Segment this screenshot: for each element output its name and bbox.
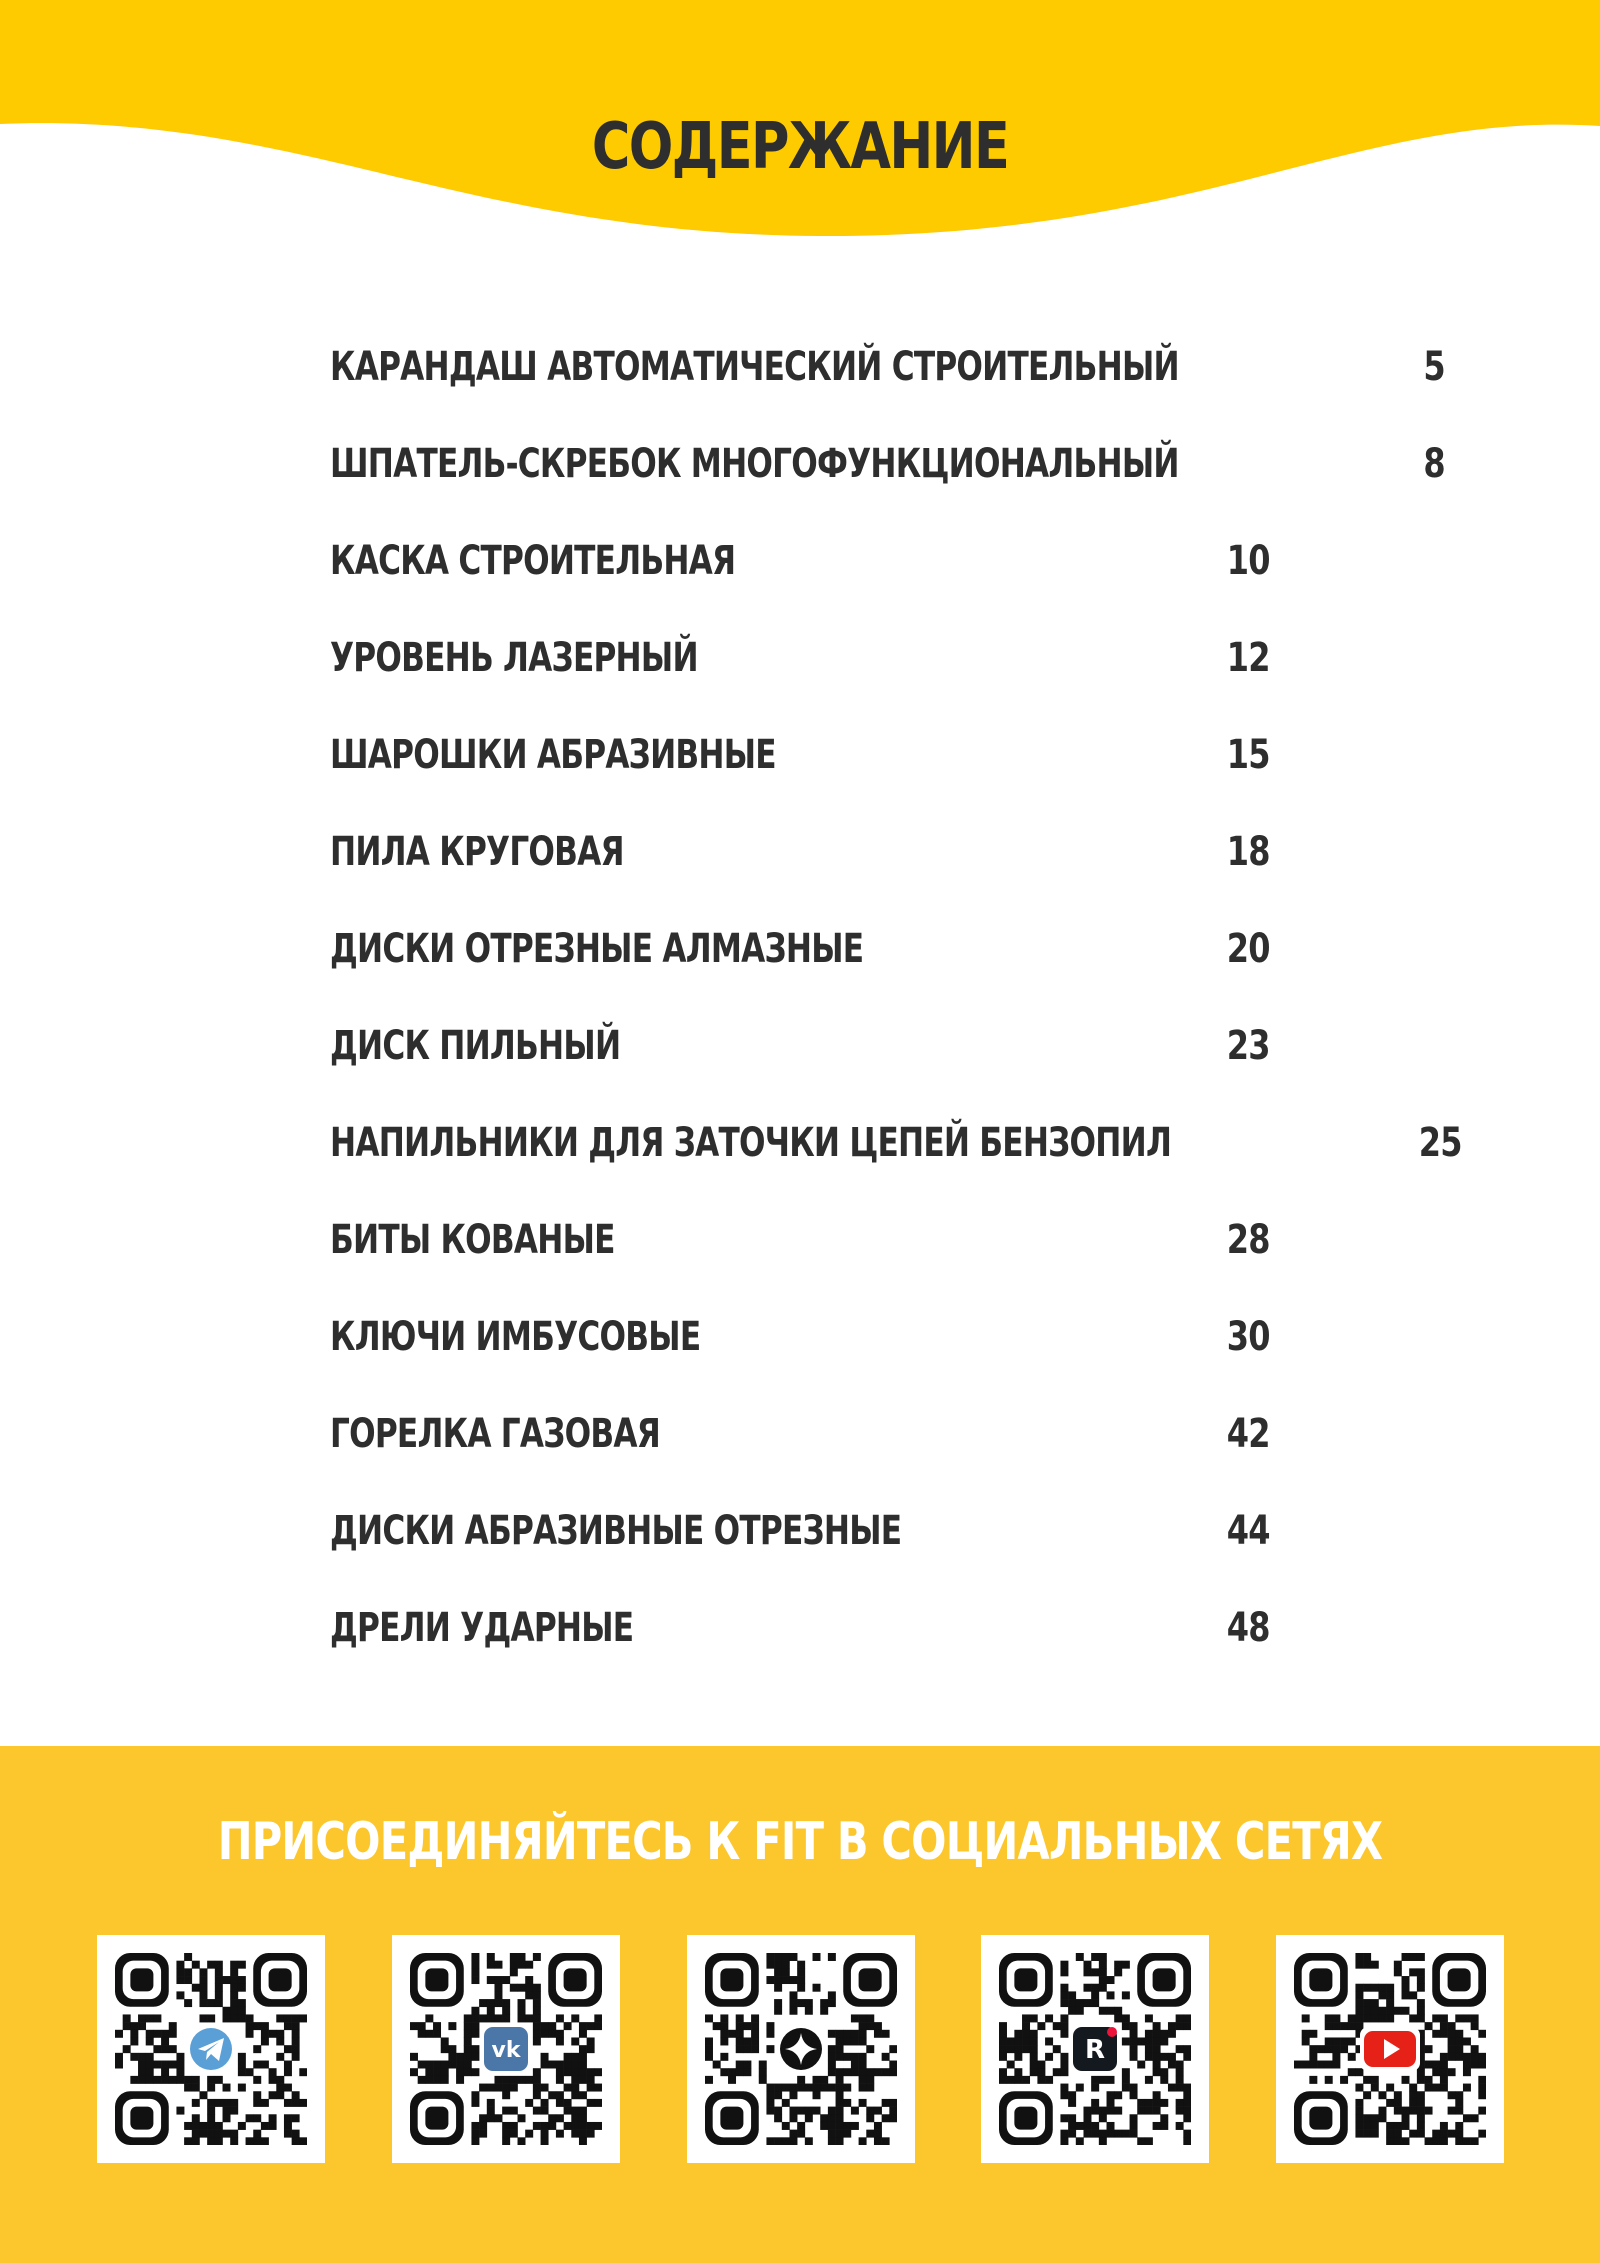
toc-entry-title: ПИЛА КРУГОВАЯ (330, 828, 624, 875)
toc-entry[interactable] (330, 900, 1270, 997)
toc-entry-title: КЛЮЧИ ИМБУСОВЫЕ (330, 1313, 701, 1360)
qr-code-telegram[interactable] (97, 1935, 325, 2163)
toc-entry-page: 8 (1423, 440, 1446, 487)
svg-text:vk: vk (491, 2038, 521, 2063)
svg-text:R: R (1084, 2035, 1106, 2065)
qr-code-vk[interactable] (392, 1935, 620, 2163)
toc-entry-page: 30 (1227, 1313, 1270, 1360)
toc-entry-page: 28 (1227, 1216, 1270, 1263)
qr-code-pattern (705, 1953, 897, 2145)
table-of-contents (330, 318, 1463, 1676)
qr-code-pattern (410, 1953, 602, 2145)
toc-entry-title: ШАРОШКИ АБРАЗИВНЫЕ (330, 731, 776, 778)
qr-code-pattern (999, 1953, 1191, 2145)
social-heading: ПРИСОЕДИНЯЙТЕСЬ К FIT В СОЦИАЛЬНЫХ СЕТЯХ (217, 1812, 1383, 1872)
page-title: СОДЕРЖАНИЕ (591, 110, 1009, 184)
toc-entry-page: 18 (1227, 828, 1270, 875)
toc-entry-page: 42 (1227, 1410, 1270, 1457)
vk-icon (480, 2023, 532, 2075)
toc-entry[interactable] (330, 1482, 1270, 1579)
toc-entry-page: 5 (1423, 343, 1446, 390)
toc-entry-title: ГОРЕЛКА ГАЗОВАЯ (330, 1410, 660, 1457)
toc-entry-title: ДИСКИ ОТРЕЗНЫЕ АЛМАЗНЫЕ (330, 925, 864, 972)
toc-entry-title: НАПИЛЬНИКИ ДЛЯ ЗАТОЧКИ ЦЕПЕЙ БЕНЗОПИЛ (330, 1119, 1172, 1166)
qr-code-pattern (1294, 1953, 1486, 2145)
social-panel (0, 1746, 1600, 2263)
toc-entry-page: 25 (1419, 1119, 1463, 1166)
qr-code-pattern (115, 1953, 307, 2145)
toc-entry[interactable] (330, 415, 1446, 512)
qr-code-youtube[interactable] (1276, 1935, 1504, 2163)
toc-entry-title: ШПАТЕЛЬ-СКРЕБОК МНОГОФУНКЦИОНАЛЬНЫЙ (330, 440, 1179, 487)
toc-entry[interactable] (330, 1579, 1270, 1676)
rutube-icon (1069, 2023, 1121, 2075)
toc-entry-page: 44 (1227, 1507, 1270, 1554)
toc-entry-page: 15 (1227, 731, 1270, 778)
toc-entry-title: ДИСКИ АБРАЗИВНЫЕ ОТРЕЗНЫЕ (330, 1507, 902, 1554)
toc-entry[interactable] (330, 1385, 1270, 1482)
toc-entry[interactable] (330, 609, 1270, 706)
toc-entry-page: 23 (1227, 1022, 1270, 1069)
toc-entry[interactable] (330, 997, 1270, 1094)
toc-entry[interactable] (330, 1191, 1270, 1288)
toc-entry[interactable] (330, 318, 1446, 415)
toc-entry[interactable] (330, 512, 1270, 609)
toc-entry-page: 12 (1227, 634, 1270, 681)
youtube-icon (1360, 2027, 1420, 2071)
qr-code-dzen[interactable] (687, 1935, 915, 2163)
toc-entry[interactable] (330, 706, 1270, 803)
qr-code-rutube[interactable] (981, 1935, 1209, 2163)
toc-entry-title: КАСКА СТРОИТЕЛЬНАЯ (330, 537, 736, 584)
toc-entry[interactable] (330, 1288, 1270, 1385)
toc-entry[interactable] (330, 803, 1270, 900)
toc-entry[interactable] (330, 1094, 1463, 1191)
toc-entry-page: 48 (1227, 1604, 1270, 1651)
toc-entry-title: УРОВЕНЬ ЛАЗЕРНЫЙ (330, 634, 698, 681)
toc-entry-page: 20 (1227, 925, 1270, 972)
toc-entry-page: 10 (1227, 537, 1270, 584)
dzen-icon (775, 2023, 827, 2075)
qr-code-row (97, 1935, 1507, 2163)
toc-entry-title: ДИСК ПИЛЬНЫЙ (330, 1022, 621, 1069)
toc-entry-title: БИТЫ КОВАНЫЕ (330, 1216, 615, 1263)
telegram-icon (186, 2024, 236, 2074)
toc-entry-title: ДРЕЛИ УДАРНЫЕ (330, 1604, 634, 1651)
toc-entry-title: КАРАНДАШ АВТОМАТИЧЕСКИЙ СТРОИТЕЛЬНЫЙ (330, 343, 1179, 390)
